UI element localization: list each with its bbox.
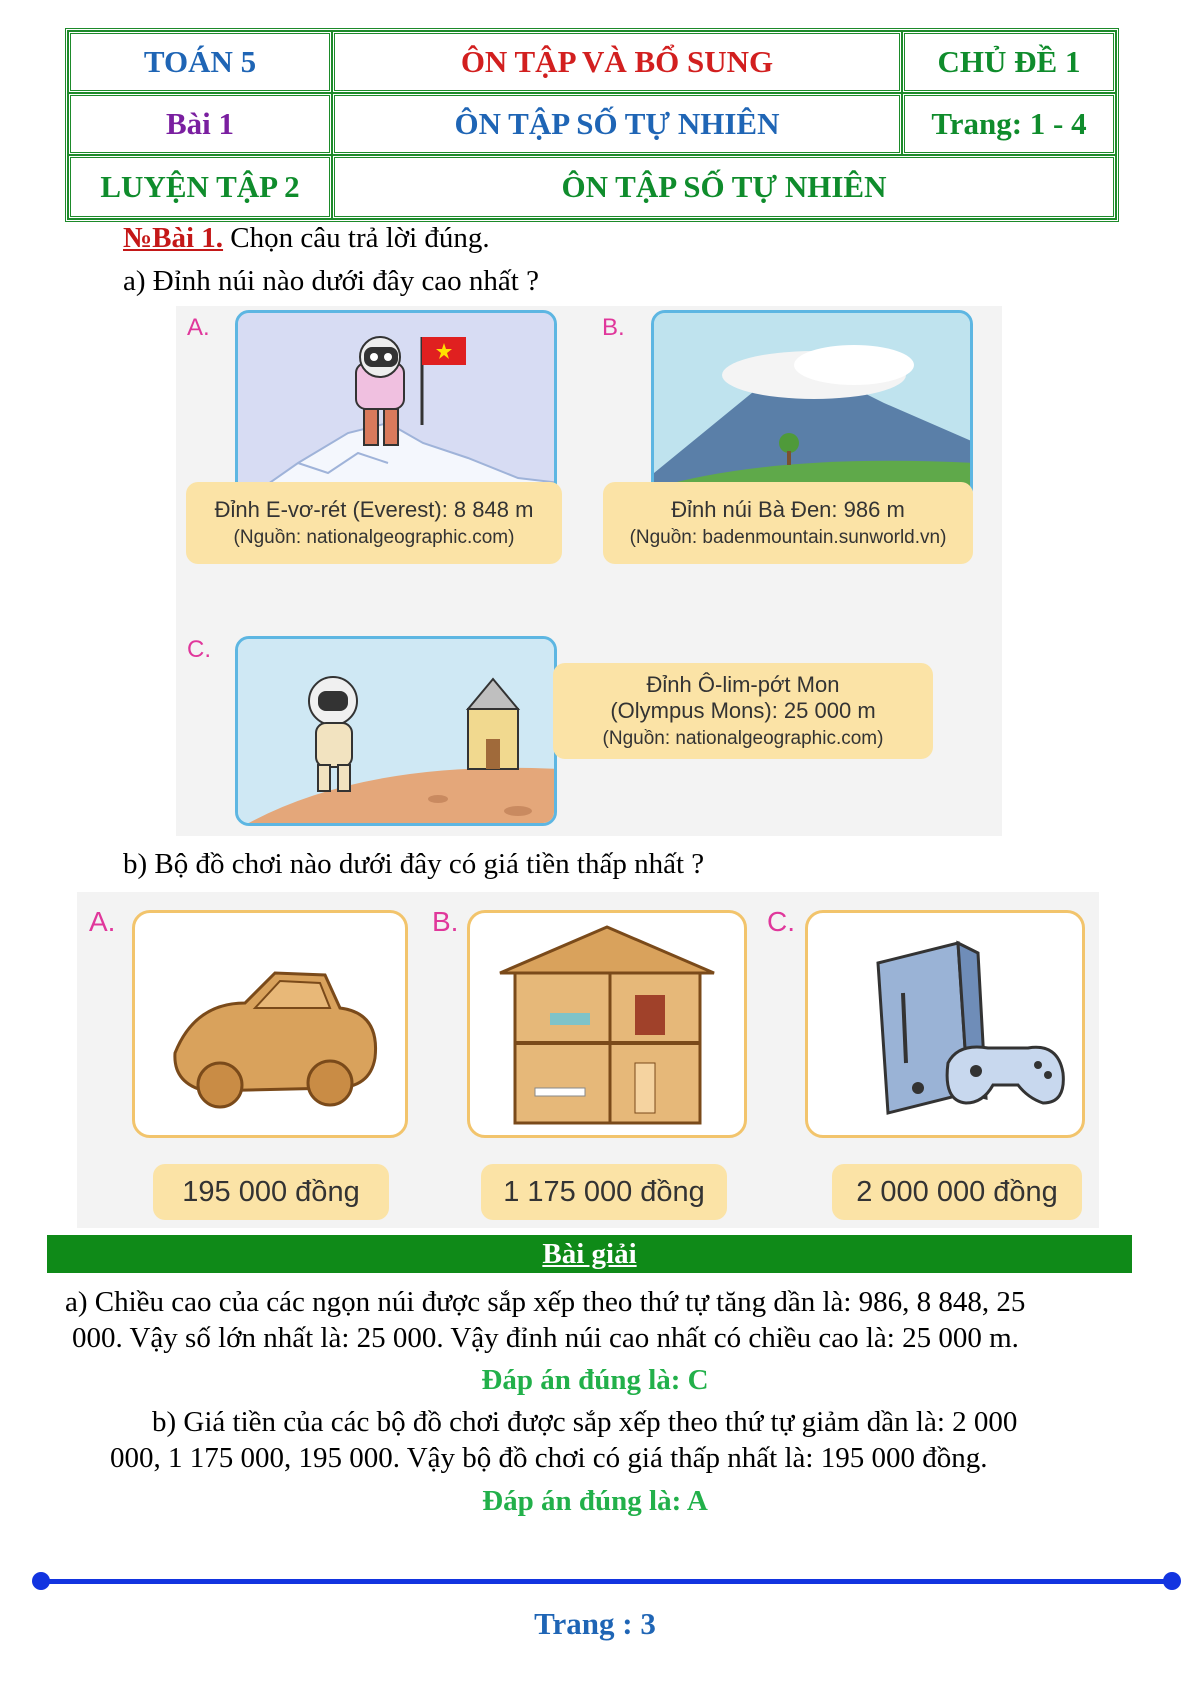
- exercise-heading: [123, 222, 490, 255]
- doll-house-picture: [467, 910, 747, 1138]
- solution-a-line2: 000. Vậy số lớn nhất là: 25 000. Vậy đỉnh núi cao nhất có chiều cao là: 25 000 m.: [72, 1322, 1019, 1354]
- mountains-panel: [176, 306, 1002, 836]
- toy-c-letter: C.: [767, 906, 795, 937]
- solution-title: Bài giải: [542, 1237, 637, 1270]
- ba-den-name: Đỉnh núi Bà Đen: 986 m: [671, 497, 905, 522]
- toy-b-price: 1 175 000 đồng: [481, 1164, 727, 1220]
- ba-den-illustration: [654, 313, 973, 502]
- part-a-question: a) Đỉnh núi nào dưới đây cao nhất ?: [123, 265, 539, 297]
- everest-picture: [235, 310, 557, 502]
- pages-cell: Trang: 1 - 4: [902, 93, 1116, 155]
- everest-name: Đỉnh E-vơ-rét (Everest): 8 848 m: [214, 497, 534, 522]
- exercise-instruction: Chọn câu trả lời đúng.: [223, 222, 490, 254]
- everest-source: (Nguồn: nationalgeographic.com): [233, 527, 515, 548]
- olympus-illustration: [238, 639, 557, 826]
- chapter-title-cell: ÔN TẬP VÀ BỔ SUNG: [332, 31, 902, 93]
- footer-divider: [40, 1579, 1172, 1584]
- toy-a-letter: A.: [89, 906, 116, 937]
- part-b-question: b) Bộ đồ chơi nào dưới đây có giá tiền thấp nhất ?: [123, 848, 705, 880]
- toy-b-letter: B.: [432, 906, 459, 937]
- game-console-illustration: [808, 913, 1082, 1135]
- toy-c-price: 2 000 000 đồng: [832, 1164, 1082, 1220]
- solution-a-line1: a) Chiều cao của các ngọn núi được sắp xếp theo thứ tự tăng dần là: 986, 8 848, 25: [65, 1286, 1026, 1318]
- solution-header: [47, 1235, 1132, 1273]
- doll-house-illustration: [470, 913, 744, 1135]
- option-b-letter: B.: [602, 314, 625, 341]
- answer-a: Đáp án đúng là: C: [481, 1364, 709, 1396]
- ba-den-label: [603, 482, 973, 564]
- solution-b-line1: b) Giá tiền của các bộ đồ chơi được sắp xếp theo thứ tự giảm dần là: 2 000: [152, 1406, 1018, 1438]
- game-console-picture: [805, 910, 1085, 1138]
- toy-a-price: 195 000 đồng: [153, 1164, 389, 1220]
- exercise-label: №Bài 1.: [123, 222, 224, 254]
- everest-label: [186, 482, 562, 564]
- ba-den-picture: [651, 310, 973, 502]
- footer-dot-left: [32, 1572, 50, 1590]
- solution-b-line2: 000, 1 175 000, 195 000. Vậy bộ đồ chơi có giá thấp nhất là: 195 000 đồng.: [110, 1442, 988, 1474]
- olympus-label: [553, 663, 933, 759]
- topic-cell: CHỦ ĐỀ 1: [902, 31, 1116, 93]
- subject-cell: TOÁN 5: [68, 31, 332, 93]
- toys-panel: [77, 892, 1099, 1228]
- practice-title-cell: ÔN TẬP SỐ TỰ NHIÊN: [332, 155, 1116, 219]
- ba-den-source: (Nguồn: badenmountain.sunworld.vn): [629, 527, 947, 548]
- answer-b: Đáp án đúng là: A: [482, 1485, 708, 1517]
- wooden-car-illustration: [135, 913, 405, 1135]
- option-c-letter: C.: [187, 636, 211, 663]
- page-number: Trang : 3: [534, 1606, 656, 1641]
- option-a-letter: A.: [187, 314, 210, 341]
- olympus-name-line2: (Olympus Mons): 25 000 m: [610, 698, 876, 723]
- olympus-source: (Nguồn: nationalgeographic.com): [602, 728, 884, 749]
- olympus-picture: [235, 636, 557, 826]
- lesson-cell: Bài 1: [68, 93, 332, 155]
- footer-dot-right: [1163, 1572, 1181, 1590]
- lesson-title-cell: ÔN TẬP SỐ TỰ NHIÊN: [332, 93, 902, 155]
- wooden-car-picture: [132, 910, 408, 1138]
- olympus-name-line1: Đỉnh Ô-lim-pớt Mon: [646, 672, 840, 697]
- header-table: [65, 28, 1119, 222]
- everest-illustration: [238, 313, 557, 502]
- practice-cell: LUYỆN TẬP 2: [68, 155, 332, 219]
